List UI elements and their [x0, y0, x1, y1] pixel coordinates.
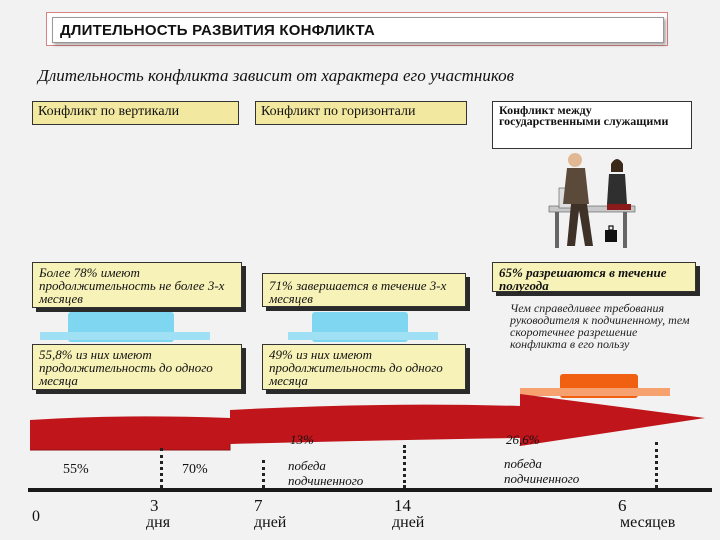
civil-note: Чем справедливее требования руководителя к подчиненному, тем скоротечнее разрешение конфликта в его пользу	[510, 301, 690, 351]
page-subtitle: Длительность конфликта зависит от характера его участников	[38, 66, 515, 85]
tick-14-unit: дней	[392, 514, 425, 531]
tick-3-unit: дня	[146, 514, 171, 531]
woman-hair	[611, 159, 623, 172]
tick-14: 14	[394, 496, 411, 515]
header-civil-servants: Конфликт между государственными служащими	[492, 101, 692, 149]
tick-3: 3	[150, 496, 159, 515]
marker-3-days	[160, 448, 163, 488]
timeline-baseline	[28, 488, 712, 492]
card-horizontal-1-month: 49% из них имеют продолжительность до одного месяца	[262, 344, 466, 390]
header-vertical: Конфликт по вертикали	[32, 101, 239, 125]
woman-body	[607, 174, 627, 204]
briefcase-icon	[605, 230, 617, 242]
desk-leg	[623, 212, 627, 248]
card-horizontal-3-months: 71% завершается в течение 3-х месяцев	[262, 273, 466, 307]
card-vertical-3-months: Более 78% имеют продолжительность не более 3-х месяцев	[32, 262, 242, 308]
marker-7-days	[262, 460, 265, 488]
tick-6: 6	[618, 496, 627, 515]
label-70-percent: 70%	[182, 462, 208, 477]
office-chair	[607, 204, 631, 210]
red-arrow-shape	[30, 394, 705, 450]
marker-6-months	[655, 442, 658, 488]
label-subordinate-win-2: победа подчиненного	[504, 456, 580, 486]
bubble-horizontal-base	[288, 332, 438, 340]
tick-6-unit: месяцев	[620, 514, 676, 531]
label-55-percent: 55%	[63, 462, 89, 477]
desk-leg	[555, 212, 559, 248]
header-horizontal: Конфликт по горизонтали	[255, 101, 467, 125]
man-head	[568, 153, 582, 167]
page-title: ДЛИТЕЛЬНОСТЬ РАЗВИТИЯ КОНФЛИКТА	[60, 22, 375, 39]
label-subordinate-win-1: победа подчиненного	[288, 458, 364, 488]
bubble-vertical-base	[40, 332, 210, 340]
man-body	[563, 168, 589, 204]
tick-0: 0	[32, 508, 40, 525]
office-people-illustration	[545, 150, 645, 255]
marker-14-days	[403, 445, 406, 488]
card-civil-half-year: 65% разрешаются в течение полугода	[492, 262, 696, 292]
card-vertical-1-month: 55,8% из них имеют продолжительность до одного месяца	[32, 344, 242, 390]
label-13-percent: 13%	[290, 432, 314, 447]
tick-7: 7	[254, 496, 263, 515]
tick-7-unit: дней	[254, 514, 287, 531]
label-26-6-percent: 26,6%	[506, 432, 540, 447]
